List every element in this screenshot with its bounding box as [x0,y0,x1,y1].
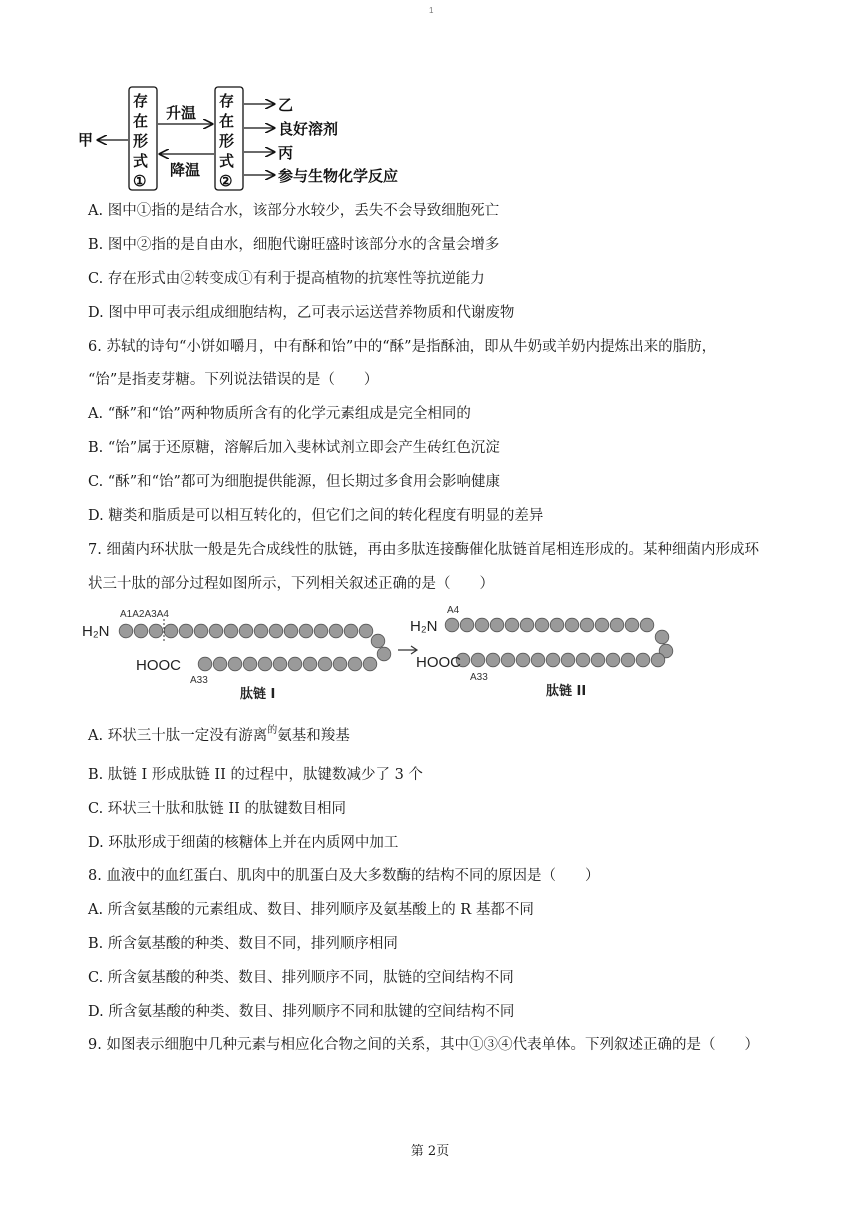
amino-acid-bead [288,657,302,671]
label-jia: 甲 [78,131,94,149]
amino-acid-bead [179,624,193,638]
q6-option-a: A. “酥”和“饴”两种物质所含有的化学元素组成是完全相同的 [88,406,471,422]
amino-acid-bead [209,624,223,638]
peptide-chain-2 [445,618,673,667]
box1-char-5: ① [133,172,147,190]
amino-acid-bead [636,653,650,667]
amino-acid-bead [363,657,377,671]
q6-option-c: C. “酥”和“饴”都可为细胞提供能源，但长期过多食用会影响健康 [88,474,500,490]
label-heat-up: 升温 [166,104,197,122]
box1-char-4: 式 [133,152,149,170]
amino-acid-bead [273,657,287,671]
box2-char-3: 形 [219,132,235,150]
amino-acid-bead [546,653,560,667]
amino-acid-bead [505,618,519,632]
label-yi: 乙 [278,96,294,114]
box2-char-4: 式 [219,152,235,170]
label-biochem-reaction: 参与生物化学反应 [278,167,399,185]
amino-acid-bead [501,653,515,667]
q8-stem: 8. 血液中的血红蛋白、肌肉中的肌蛋白及大多数酶的结构不同的原因是（ ） [88,868,600,884]
amino-acid-bead [580,618,594,632]
q7-option-c: C. 环状三十肽和肽链 II 的肽键数目相同 [88,801,346,817]
label-bing: 丙 [278,144,294,162]
amino-acid-bead [640,618,654,632]
chain2-name: 肽链 II [546,684,587,699]
amino-acid-bead [228,657,242,671]
q5-option-c: C. 存在形式由②转变成①有利于提高植物的抗寒性等抗逆能力 [88,271,485,287]
amino-acid-bead [445,618,459,632]
amino-acid-bead [134,624,148,638]
amino-acid-bead [550,618,564,632]
chain1-bottom-residue-label: A33 [190,675,208,686]
amino-acid-bead [284,624,298,638]
q6-stem-line1: 6. 苏轼的诗句“小饼如嚼月，中有酥和饴”中的“酥”是指酥油，即从牛奶或羊奶内提炼出来的脂肪， [88,339,717,355]
q7-option-a-part1: A. 环状三十肽一定没有游离 [88,728,268,744]
amino-acid-bead [194,624,208,638]
q7-stem-line1: 7. 细菌内环状肽一般是先合成线性的肽链，再由多肽连接酶催化肽链首尾相连形成的。某种细菌内形成环 [88,542,759,558]
amino-acid-bead [595,618,609,632]
amino-acid-bead [475,618,489,632]
amino-acid-bead [531,653,545,667]
amino-acid-bead [239,624,253,638]
amino-acid-bead [314,624,328,638]
amino-acid-bead [243,657,257,671]
q5-option-a: A. 图中①指的是结合水，该部分水较少，丢失不会导致细胞死亡 [88,203,500,219]
q6-option-b: B. “饴”属于还原糖，溶解后加入斐林试剂立即会产生砖红色沉淀 [88,440,500,456]
q7-option-a-part2: 氨基和羧基 [277,728,350,744]
amino-acid-bead [606,653,620,667]
chain1-name: 肽链 I [240,687,276,702]
amino-acid-bead [329,624,343,638]
amino-acid-bead [149,624,163,638]
q8-option-b: B. 所含氨基酸的种类、数目不同，排列顺序相同 [88,936,398,952]
amino-acid-bead [561,653,575,667]
q8-option-c: C. 所含氨基酸的种类、数目、排列顺序不同，肽链的空间结构不同 [88,970,514,986]
amino-acid-bead [224,624,238,638]
box2-char-2: 在 [219,112,235,130]
amino-acid-bead [625,618,639,632]
amino-acid-bead [213,657,227,671]
amino-acid-bead [520,618,534,632]
amino-acid-bead [299,624,313,638]
chain1-top-residue-labels: A1A2A3A4 [120,609,169,620]
amino-acid-bead [318,657,332,671]
amino-acid-bead [610,618,624,632]
q5-option-b: B. 图中②指的是自由水，细胞代谢旺盛时该部分水的含量会增多 [88,237,500,253]
amino-acid-bead [490,618,504,632]
amino-acid-bead [269,624,283,638]
page-number: 第 2页 [410,1144,450,1159]
box2-char-1: 存 [219,92,235,110]
amino-acid-bead [348,657,362,671]
box1-char-1: 存 [133,92,149,110]
chain2-bottom-residue-label: A33 [470,672,488,683]
amino-acid-bead [535,618,549,632]
amino-acid-bead [576,653,590,667]
q7-option-b: B. 肽链 I 形成肽链 II 的过程中，肽键数减少了 3 个 [88,767,423,783]
amino-acid-bead [486,653,500,667]
chain2-carboxyl-end: HOOC [416,654,461,671]
amino-acid-bead [591,653,605,667]
chain1-amino-end: H₂N [82,623,110,640]
amino-acid-bead [254,624,268,638]
amino-acid-bead [471,653,485,667]
amino-acid-bead [655,630,669,644]
peptide-chain-diagram [80,603,690,703]
amino-acid-bead [377,647,391,661]
amino-acid-bead [198,657,212,671]
q6-stem-line2: “饴”是指麦芽糖。下列说法错误的是（ ） [88,372,379,388]
q7-stem-line2: 状三十肽的部分过程如图所示，下列相关叙述正确的是（ ） [88,576,494,592]
amino-acid-bead [371,634,385,648]
q5-option-d: D. 图中甲可表示组成细胞结构，乙可表示运送营养物质和代谢废物 [88,305,515,321]
water-forms-diagram [78,84,438,194]
amino-acid-bead [621,653,635,667]
amino-acid-bead [344,624,358,638]
label-good-solvent: 良好溶剂 [278,120,339,138]
q7-option-a-sup: 的 [267,725,278,736]
amino-acid-bead [651,653,665,667]
amino-acid-bead [303,657,317,671]
amino-acid-bead [460,618,474,632]
q7-option-a [88,726,350,748]
q6-option-d: D. 糖类和脂质是可以相互转化的，但它们之间的转化程度有明显的差异 [88,508,544,524]
q7-option-d: D. 环肽形成于细菌的核糖体上并在内质网中加工 [88,835,399,851]
page-top-mark: 1 [429,6,434,15]
box1-char-2: 在 [133,112,149,130]
amino-acid-bead [565,618,579,632]
chain2-top-residue-label: A4 [447,605,460,616]
chain1-carboxyl-end: HOOC [136,657,181,674]
box1-char-3: 形 [133,132,149,150]
label-cool-down: 降温 [170,161,201,179]
amino-acid-bead [119,624,133,638]
q8-option-a: A. 所含氨基酸的元素组成、数目、排列顺序及氨基酸上的 R 基都不同 [88,902,534,918]
q8-option-d: D. 所含氨基酸的种类、数目、排列顺序不同和肽键的空间结构不同 [88,1004,515,1020]
amino-acid-bead [516,653,530,667]
box2-char-5: ② [219,172,233,190]
chain2-amino-end: H₂N [410,618,438,635]
amino-acid-bead [258,657,272,671]
amino-acid-bead [164,624,178,638]
amino-acid-bead [333,657,347,671]
amino-acid-bead [359,624,373,638]
q9-stem: 9. 如图表示细胞中几种元素与相应化合物之间的关系，其中①③④代表单体。下列叙述正确的是（ ） [88,1037,759,1053]
